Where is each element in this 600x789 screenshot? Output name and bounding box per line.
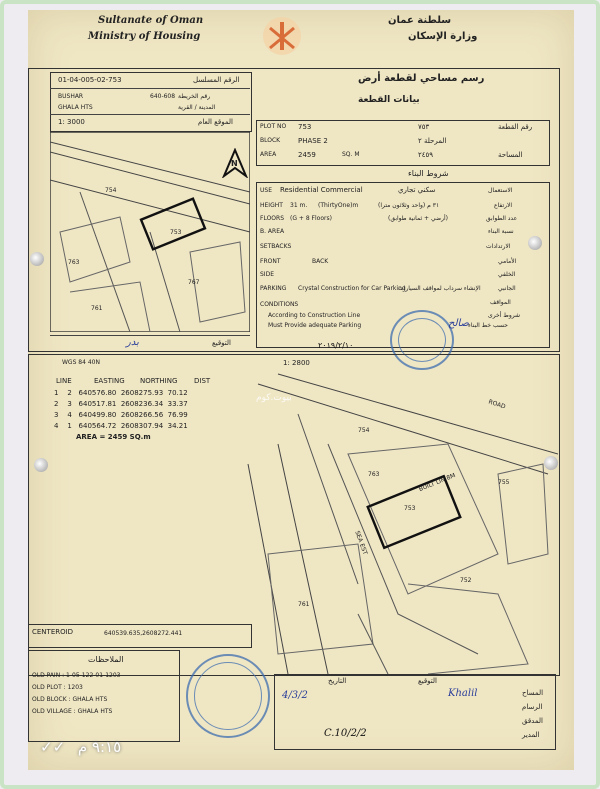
wilayat: BUSHAR — [58, 93, 84, 100]
old-pain: OLD PAIN : 1-05-122-01-1203 — [32, 672, 121, 679]
main-scale: 1: 2800 — [283, 359, 310, 367]
use-value: Residential Commercial — [280, 186, 363, 194]
side-label: SIDE — [260, 271, 274, 278]
floors-value: (G + 8 Floors) — [290, 215, 332, 222]
height-label-arabic: الارتفاع — [494, 202, 513, 209]
plot-no-arabic: ٧٥٣ — [418, 123, 430, 131]
use-arabic: سكني تجاري — [398, 186, 436, 194]
divider — [50, 114, 250, 115]
map-main-label: 752 — [460, 577, 472, 584]
use-label-arabic: الاستعمال — [488, 187, 513, 194]
block-value: PHASE 2 — [298, 137, 328, 145]
road-label: ROAD — [487, 398, 507, 411]
signature-conditions: صالح — [448, 318, 470, 329]
area-total: AREA = 2459 SQ.m — [76, 433, 151, 441]
village-label: المدينة / القرية — [178, 104, 216, 111]
plot-section-title: بيانات القطعة — [358, 95, 420, 105]
conditions-title: شروط البناء — [408, 169, 449, 178]
official-stamp-bottom — [186, 654, 270, 738]
message-time: ٩:١٥ م — [77, 738, 122, 756]
serial-number-label: الرقم المسلسل — [193, 76, 240, 84]
signoff-row: الرسام — [522, 703, 543, 711]
parking-value: Crystal Construction for Car Parking — [298, 285, 406, 292]
parking-label: PARKING — [260, 285, 287, 292]
pin-icon — [528, 236, 542, 250]
serial-number: 01-04-005-02-753 — [58, 76, 122, 84]
message-status — [40, 738, 121, 756]
height-label: HEIGHT — [260, 202, 283, 209]
table-row: 1 2 640576.80 2608275.93 70.12 — [54, 389, 188, 397]
parking-label-arabic: المواقف — [490, 299, 511, 306]
signoff-table — [274, 674, 556, 750]
back-label: BACK — [312, 258, 329, 265]
village: GHALA HTS — [58, 104, 93, 111]
old-plot: OLD PLOT : 1203 — [32, 684, 83, 691]
plot-no-label: PLOT NO — [260, 123, 287, 130]
signoff-header: التوقيع — [418, 677, 437, 685]
scale-top: 1: 3000 — [58, 118, 85, 126]
condition-1: According to Construction Line — [268, 312, 361, 319]
handwritten-name: Khalil — [448, 688, 478, 699]
parking-arabic: الإنشاء سرداب لمواقف السيارات — [398, 285, 481, 292]
road-label: BUILT LIN 8M — [417, 472, 457, 494]
signoff-row: المدير — [522, 731, 540, 739]
height-words: (ThirtyOne)m — [318, 202, 359, 209]
header-english-line2: Ministry of Housing — [88, 31, 201, 42]
document-title: رسم مساحي لقطعة أرض — [358, 73, 485, 84]
location-label: الموقع العام — [198, 118, 233, 126]
area-value: 2459 — [298, 151, 316, 159]
handwritten-date-top: ٢٠١٩/٢/١٠ — [318, 341, 354, 350]
coordinate-system: WGS 84 40N — [62, 359, 100, 366]
map-top-label: 754 — [105, 187, 117, 194]
map-top-label: 753 — [170, 229, 182, 236]
map-top-label: 767 — [188, 279, 200, 286]
watermark: بيوت.كوم — [256, 393, 292, 403]
building-area-label-arabic: نسبة البناء — [488, 228, 514, 235]
block-label: BLOCK — [260, 137, 281, 144]
pin-icon — [34, 458, 48, 472]
floors-label-arabic: عدد الطوابق — [486, 215, 518, 222]
header-arabic-line2: وزارة الإسكان — [408, 31, 478, 42]
map-top-label: 763 — [68, 259, 80, 266]
setbacks-label: SETBACKS — [260, 243, 292, 250]
centroid-value: 640539.635,2608272.441 — [104, 630, 183, 637]
pin-icon — [30, 252, 44, 266]
height-value: 31 m. — [290, 202, 308, 209]
col-dist: DIST — [194, 377, 211, 385]
map-number: 640-608 — [150, 93, 176, 100]
handwritten-date-1: 4/3/2 — [282, 690, 308, 701]
old-block: OLD BLOCK : GHALA HTS — [32, 696, 108, 703]
table-row: 2 3 640517.81 2608236.34 33.37 — [54, 400, 188, 408]
building-area-label: B. AREA — [260, 228, 285, 235]
conditions-label: CONDITIONS — [260, 301, 299, 308]
header-arabic-line1: سلطنة عمان — [388, 15, 452, 26]
handwritten-date-bottom: C.10/2/2 — [324, 728, 367, 739]
road-label: SEA EST — [353, 529, 369, 556]
conditions-label-arabic: شروط أخرى — [488, 312, 521, 319]
col-northing: NORTHING — [140, 377, 178, 385]
signature-top: ﺑﺪر — [126, 337, 139, 348]
area-unit: SQ. M — [342, 151, 360, 158]
map-main-label: 761 — [298, 601, 310, 608]
signoff-row: المدقق — [522, 717, 543, 725]
map-number-label: رقم الخريطة — [178, 93, 211, 100]
signoff-row: المساح — [522, 689, 544, 697]
condition-1-arabic: حسب خط البناء — [468, 322, 508, 329]
divider — [50, 88, 250, 89]
floors-arabic: (أرضي + ثمانية طوابق) — [388, 215, 448, 222]
map-top-label: 761 — [91, 305, 103, 312]
setbacks-label-arabic: الارتدادات — [486, 243, 511, 250]
front-label-arabic: الأمامي — [498, 258, 517, 265]
height-arabic: ٣١ م (واحد وثلاثون مترا) — [378, 202, 440, 209]
area-arabic: ٢٤٥٩ — [418, 151, 434, 159]
oman-emblem-icon — [260, 14, 304, 58]
map-main-label: 753 — [404, 505, 416, 512]
plot-no: 753 — [298, 123, 312, 131]
side-label-arabic: الجانبي — [498, 285, 516, 292]
plot-no-arabic-label: رقم القطعة — [498, 123, 533, 131]
sign-label: التوقيع — [212, 339, 231, 347]
table-row: 3 4 640499.80 2608266.56 76.99 — [54, 411, 188, 419]
front-label: FRONT — [260, 258, 281, 265]
header-english-line1: Sultanate of Oman — [98, 15, 204, 26]
read-checks-icon: ✓✓ — [40, 738, 66, 756]
map-main-label: 755 — [498, 479, 510, 486]
floors-label: FLOORS — [260, 215, 285, 222]
col-easting: EASTING — [94, 377, 125, 385]
pin-icon — [544, 456, 558, 470]
north-label: N — [231, 159, 238, 168]
land-survey-document — [28, 10, 574, 770]
signoff-header: التاريخ — [328, 677, 347, 685]
col-line: LINE — [56, 377, 72, 385]
map-main-label: 763 — [368, 471, 380, 478]
map-main-label: 754 — [358, 427, 370, 434]
area-label: AREA — [260, 151, 277, 158]
centroid-label: CENTEROID — [32, 628, 74, 636]
divider — [50, 335, 250, 336]
condition-2: Must Provide adequate Parking — [268, 322, 362, 329]
table-row: 4 1 640564.72 2608307.94 34.21 — [54, 422, 188, 430]
use-label: USE — [260, 187, 272, 194]
back-label-arabic: الخلفي — [498, 271, 516, 278]
old-village: OLD VILLAGE : GHALA HTS — [32, 708, 113, 715]
notes-title: الملاحظات — [88, 655, 124, 664]
area-arabic-label: المساحة — [498, 151, 523, 159]
block-arabic: المرحلة ٢ — [418, 137, 447, 145]
location-map — [50, 132, 250, 332]
